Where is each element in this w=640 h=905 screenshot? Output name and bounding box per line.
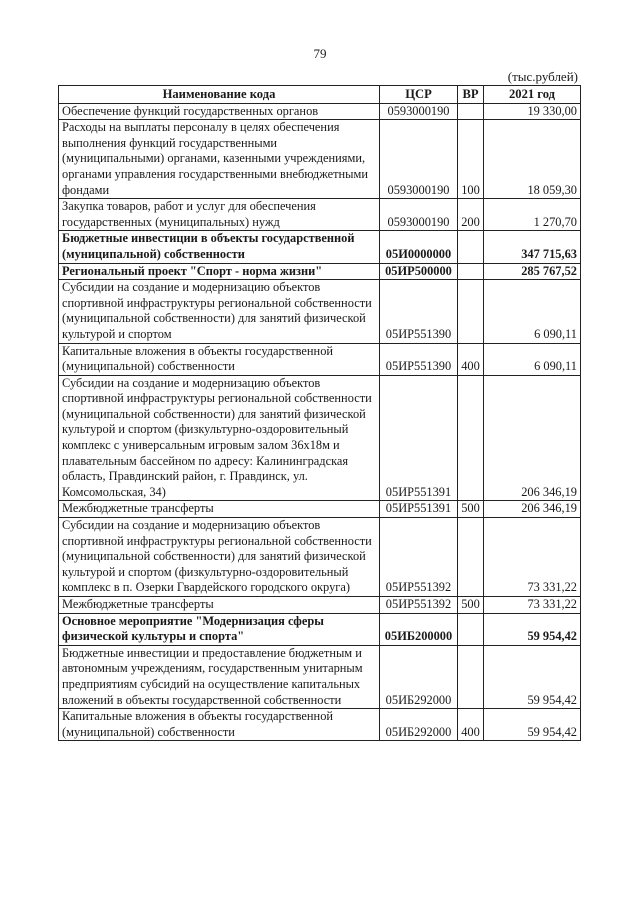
row-amount: 347 715,63	[484, 231, 581, 263]
row-vr	[458, 103, 484, 120]
row-vr: 400	[458, 709, 484, 741]
table-row	[59, 645, 581, 708]
row-name: Капитальные вложения в объекты государственной (муниципальной) собственности	[59, 343, 380, 375]
row-vr: 400	[458, 343, 484, 375]
row-vr	[458, 518, 484, 597]
row-csr: 0593000190	[380, 103, 458, 120]
row-csr: 05ИР551391	[380, 375, 458, 501]
row-name: Расходы на выплаты персоналу в целях обеспечения выполнения функций государственными (муниципальными) органами, казенными учреждениями, органами управления государственными внебюджетными фондами	[59, 120, 380, 199]
table-row	[59, 709, 581, 741]
row-csr: 05ИР551392	[380, 597, 458, 614]
row-amount: 206 346,19	[484, 501, 581, 518]
row-name: Бюджетные инвестиции и предоставление бюджетным и автономным учреждениям, государственным унитарным предприятиям субсидий на осуществление капитальных вложений в объекты государственной собственности	[59, 645, 380, 708]
table-body	[59, 103, 581, 741]
table-row	[59, 501, 581, 518]
row-amount: 6 090,11	[484, 343, 581, 375]
row-amount: 73 331,22	[484, 597, 581, 614]
row-amount: 18 059,30	[484, 120, 581, 199]
units-label: (тыс.рублей)	[507, 69, 578, 84]
row-name: Закупка товаров, работ и услуг для обеспечения государственных (муниципальных) нужд	[59, 199, 380, 231]
row-amount: 59 954,42	[484, 709, 581, 741]
row-vr	[458, 280, 484, 343]
table-row	[59, 518, 581, 597]
table-row	[59, 280, 581, 343]
row-name: Капитальные вложения в объекты государственной (муниципальной) собственности	[59, 709, 380, 741]
row-csr: 05ИР551390	[380, 280, 458, 343]
row-csr: 0593000190	[380, 120, 458, 199]
table-row-subtotal	[59, 613, 581, 645]
page-number: 79	[313, 46, 327, 61]
budget-table	[58, 85, 581, 741]
row-name: Субсидии на создание и модернизацию объектов спортивной инфраструктуры региональной собственности (муниципальной собственности) для занятий физической культурой и спортом (физкультурно-оздоровительный комплекс в п. Озерки Гвардейского городского округа)	[59, 518, 380, 597]
column-header-csr: ЦСР	[380, 86, 458, 104]
row-name: Бюджетные инвестиции в объекты государственной (муниципальной) собственности	[59, 231, 380, 263]
column-header-name: Наименование кода	[59, 86, 380, 104]
row-csr: 05ИР551390	[380, 343, 458, 375]
row-csr: 05ИБ200000	[380, 613, 458, 645]
table-row-subtotal	[59, 231, 581, 263]
table-row-subtotal	[59, 263, 581, 280]
row-csr: 05ИР551392	[380, 518, 458, 597]
row-vr: 100	[458, 120, 484, 199]
row-name: Субсидии на создание и модернизацию объектов спортивной инфраструктуры региональной собственности (муниципальной собственности) для занятий физической культурой и спортом (физкультурно-оздоровительный комплекс с универсальным игровым залом 36х18м и плавательным бассейном по адресу: Калининградская область, Правдинский район, г. Правдинск, ул. Комсомольская, 34)	[59, 375, 380, 501]
row-name: Основное мероприятие "Модернизация сферы физической культуры и спорта"	[59, 613, 380, 645]
row-csr: 05ИР500000	[380, 263, 458, 280]
row-csr: 05И0000000	[380, 231, 458, 263]
table-row	[59, 597, 581, 614]
column-header-amount: 2021 год	[484, 86, 581, 104]
row-vr	[458, 263, 484, 280]
row-vr	[458, 231, 484, 263]
row-vr	[458, 645, 484, 708]
row-vr: 500	[458, 597, 484, 614]
row-name: Субсидии на создание и модернизацию объектов спортивной инфраструктуры региональной собственности (муниципальной собственности) для занятий физической культурой и спортом	[59, 280, 380, 343]
row-amount: 1 270,70	[484, 199, 581, 231]
row-csr: 05ИБ292000	[380, 709, 458, 741]
row-name: Межбюджетные трансферты	[59, 501, 380, 518]
row-amount: 59 954,42	[484, 645, 581, 708]
row-csr: 0593000190	[380, 199, 458, 231]
row-name: Межбюджетные трансферты	[59, 597, 380, 614]
column-header-vr: ВР	[458, 86, 484, 104]
row-amount: 19 330,00	[484, 103, 581, 120]
table-row	[59, 120, 581, 199]
row-vr: 200	[458, 199, 484, 231]
table-row	[59, 199, 581, 231]
row-amount: 59 954,42	[484, 613, 581, 645]
table-row	[59, 343, 581, 375]
row-csr: 05ИР551391	[380, 501, 458, 518]
row-amount: 73 331,22	[484, 518, 581, 597]
row-vr: 500	[458, 501, 484, 518]
row-csr: 05ИБ292000	[380, 645, 458, 708]
row-vr	[458, 613, 484, 645]
table-row	[59, 375, 581, 501]
row-vr	[458, 375, 484, 501]
row-amount: 285 767,52	[484, 263, 581, 280]
row-name: Обеспечение функций государственных органов	[59, 103, 380, 120]
row-name: Региональный проект "Спорт - норма жизни"	[59, 263, 380, 280]
row-amount: 6 090,11	[484, 280, 581, 343]
table-header-row	[59, 86, 581, 104]
table-row	[59, 103, 581, 120]
row-amount: 206 346,19	[484, 375, 581, 501]
